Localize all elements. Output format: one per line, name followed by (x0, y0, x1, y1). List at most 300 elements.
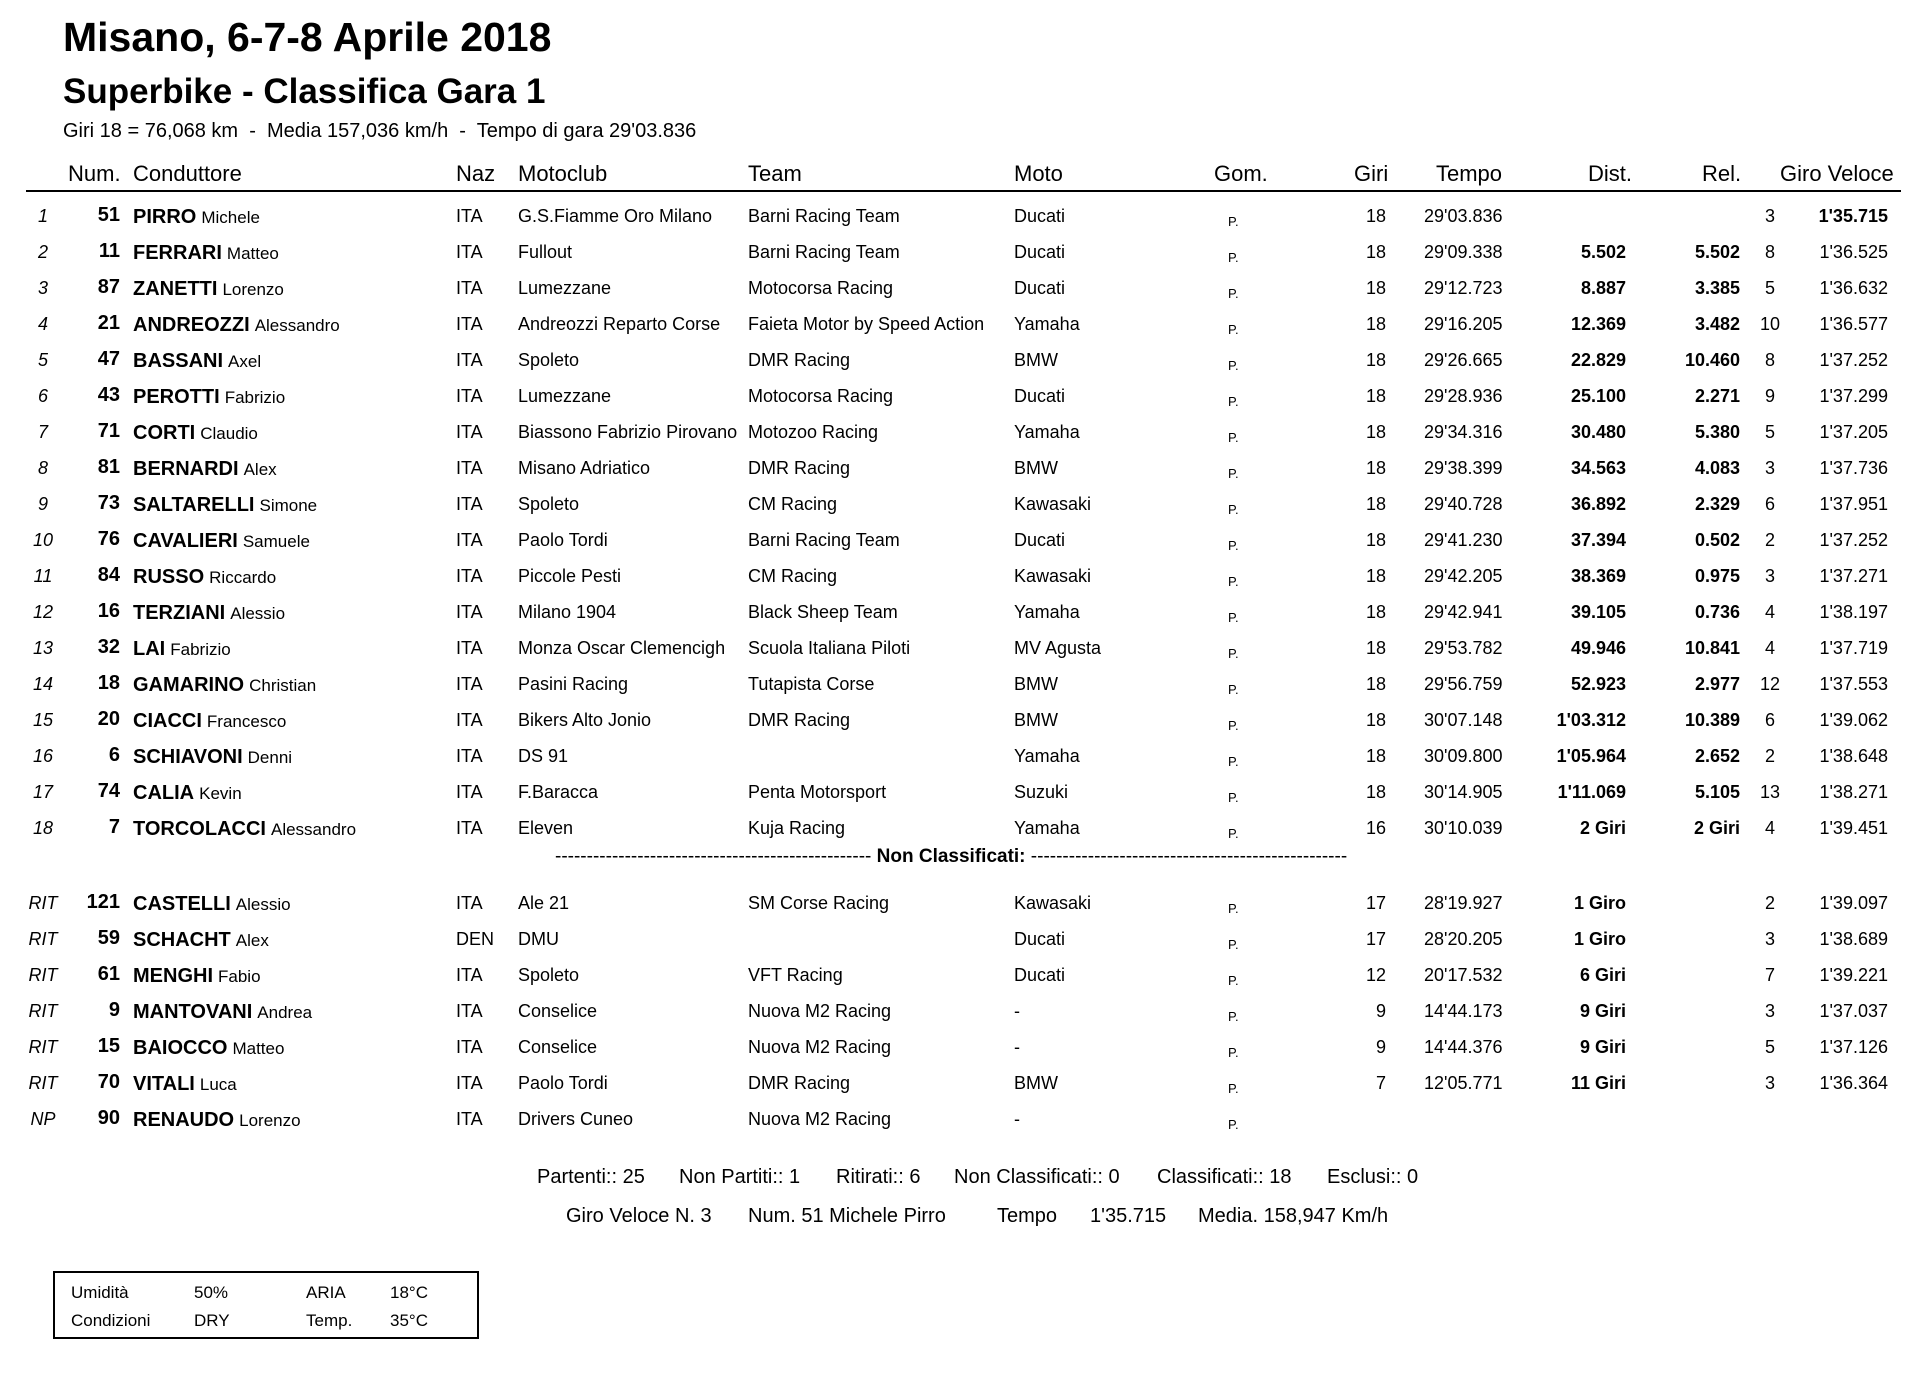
motorcycle: - (1014, 1037, 1020, 1057)
motorcycle: BMW (1014, 1073, 1058, 1093)
fastest-lap-time: 1'35.715 (1818, 206, 1888, 226)
rider-name (133, 350, 261, 373)
fastest-lap-number: 13 (1759, 782, 1781, 802)
team: Tutapista Corse (748, 674, 875, 694)
fastest-lap-time: 1'37.271 (1819, 566, 1888, 586)
nationality: ITA (456, 386, 483, 406)
laps: 18 (1365, 386, 1386, 406)
team: CM Racing (748, 494, 838, 514)
humidity-value: 50% (194, 1283, 229, 1302)
race-time: 30'09.800 (1424, 746, 1503, 766)
col-giri: Giri (1354, 161, 1389, 186)
position: 11 (33, 566, 53, 586)
nationality: ITA (456, 638, 483, 658)
temp-label: Temp. (306, 1311, 353, 1330)
summary-classificati: Classificati:: 18 (1157, 1166, 1292, 1188)
separator-dashes-left: -------------------------------------------------- (555, 846, 872, 867)
rider-firstname: Andrea (257, 1003, 313, 1022)
rider-number: 47 (97, 348, 120, 370)
rider-surname: SCHIAVONI (133, 746, 243, 768)
position: 3 (37, 278, 48, 298)
motoclub: Spoleto (518, 350, 580, 370)
position: RIT (28, 1001, 58, 1021)
table-row (0, 922, 1920, 958)
team: Nuova M2 Racing (748, 1001, 892, 1021)
motorcycle: Suzuki (1014, 782, 1069, 802)
fastest-lap-time: 1'36.525 (1819, 242, 1888, 262)
col-driver: Conduttore (133, 161, 242, 186)
table-row (0, 994, 1920, 1030)
tyre: P. (1228, 538, 1239, 553)
motoclub: Bikers Alto Jonio (518, 710, 652, 730)
laps: 9 (1375, 1037, 1386, 1057)
gap-previous: 5.380 (1694, 422, 1740, 442)
rider-surname: VITALI (133, 1073, 195, 1095)
race-time: 29'41.230 (1424, 530, 1503, 550)
rider-firstname: Alessio (230, 604, 286, 623)
gap-leader: 1 Giro (1573, 929, 1626, 949)
motorcycle: Kawasaki (1014, 566, 1092, 586)
fastest-lap-time: 1'37.719 (1819, 638, 1888, 658)
race-time: 29'12.723 (1424, 278, 1503, 298)
rider-firstname: Alessandro (254, 316, 340, 335)
position: NP (30, 1109, 56, 1129)
rider-name (133, 818, 356, 841)
rider-surname: MANTOVANI (133, 1001, 253, 1023)
fastest-lap-time: 1'39.451 (1819, 818, 1888, 838)
gap-leader: 52.923 (1570, 674, 1626, 694)
page-title: Misano, 6-7-8 Aprile 2018 (63, 14, 552, 60)
col-gom: Gom. (1214, 161, 1268, 186)
race-time: 29'42.205 (1424, 566, 1503, 586)
header-divider (26, 190, 1901, 192)
laps: 17 (1365, 893, 1386, 913)
rider-number: 81 (97, 456, 120, 478)
fastest-lap-time: 1'37.951 (1819, 494, 1888, 514)
position: 6 (37, 386, 48, 406)
laps: 18 (1365, 422, 1386, 442)
gap-leader: 30.480 (1570, 422, 1626, 442)
motorcycle: Kawasaki (1014, 494, 1092, 514)
rider-surname: CASTELLI (133, 893, 231, 915)
team: Motozoo Racing (748, 422, 879, 442)
tyre: P. (1228, 790, 1239, 805)
rider-surname: PIRRO (133, 206, 197, 228)
fastest-lap-time: 1'36.577 (1819, 314, 1888, 334)
tyre: P. (1228, 682, 1239, 697)
gap-leader: 25.100 (1570, 386, 1626, 406)
fastest-lap-time: 1'37.037 (1819, 1001, 1888, 1021)
race-time: 28'19.927 (1424, 893, 1503, 913)
fastest-lap-number: 3 (1764, 206, 1775, 226)
fastest-lap-time: 1'37.205 (1819, 422, 1888, 442)
rider-name (133, 1037, 284, 1060)
fast-lap-driver: Num. 51 Michele Pirro (748, 1205, 946, 1227)
rider-name (133, 386, 285, 409)
nationality: ITA (456, 350, 483, 370)
race-time: 30'10.039 (1424, 818, 1503, 838)
motorcycle: - (1014, 1109, 1020, 1129)
rider-surname: TORCOLACCI (133, 818, 266, 840)
race-time: 29'56.759 (1424, 674, 1503, 694)
separator-dashes-right: -------------------------------------------------- (1030, 846, 1348, 867)
rider-number: 121 (86, 891, 120, 913)
rider-firstname: Kevin (199, 784, 242, 803)
motoclub: DMU (518, 929, 559, 949)
team: Nuova M2 Racing (748, 1109, 892, 1129)
fastest-lap-number: 9 (1764, 386, 1775, 406)
gap-previous: 5.105 (1694, 782, 1740, 802)
motorcycle: - (1014, 1001, 1020, 1021)
position: 12 (32, 602, 54, 622)
fastest-lap-time: 1'37.252 (1819, 530, 1888, 550)
fastest-lap-number: 4 (1764, 602, 1775, 622)
temp-value: 35°C (390, 1311, 428, 1330)
motorcycle: Kawasaki (1014, 893, 1092, 913)
laps: 16 (1365, 818, 1386, 838)
rider-surname: CORTI (133, 422, 196, 444)
nationality: ITA (456, 710, 483, 730)
rider-name (133, 314, 340, 337)
rider-name (133, 242, 279, 265)
table-row (0, 703, 1920, 739)
rider-number: 15 (97, 1035, 120, 1057)
rider-name (133, 422, 258, 445)
fastest-lap-time: 1'36.632 (1819, 278, 1888, 298)
rider-firstname: Luca (199, 1075, 237, 1094)
col-num: Num. (68, 161, 121, 186)
motoclub: F.Baracca (518, 782, 599, 802)
team: Barni Racing Team (748, 530, 900, 550)
team: Motocorsa Racing (748, 386, 894, 406)
fast-lap-tempo: 1'35.715 (1090, 1205, 1167, 1227)
rider-number: 74 (97, 780, 120, 802)
rider-number: 90 (97, 1107, 120, 1129)
motoclub: Paolo Tordi (518, 530, 608, 550)
race-time: 14'44.376 (1424, 1037, 1503, 1057)
gap-leader: 1 Giro (1573, 893, 1626, 913)
team: Scuola Italiana Piloti (748, 638, 911, 658)
nationality: ITA (456, 494, 483, 514)
team: DMR Racing (748, 350, 851, 370)
position: 5 (37, 350, 48, 370)
position: 1 (37, 206, 48, 226)
fastest-lap-number: 6 (1764, 494, 1775, 514)
team: Penta Motorsport (748, 782, 887, 802)
fastest-lap-time: 1'39.062 (1819, 710, 1888, 730)
tyre: P. (1228, 394, 1239, 409)
nationality: ITA (456, 674, 483, 694)
gap-leader: 36.892 (1570, 494, 1626, 514)
gap-leader: 1'05.964 (1556, 746, 1626, 766)
air-value: 18°C (390, 1283, 428, 1302)
summary-non-classificati: Non Classificati:: 0 (954, 1166, 1120, 1188)
gap-leader: 12.369 (1570, 314, 1626, 334)
laps: 18 (1365, 638, 1386, 658)
motoclub: Pasini Racing (518, 674, 629, 694)
fastest-lap-time: 1'39.221 (1819, 965, 1888, 985)
rider-firstname: Alessio (235, 895, 291, 914)
rider-name (133, 638, 231, 661)
rider-name (133, 530, 310, 553)
rider-name (133, 458, 277, 481)
fastest-lap-time: 1'38.689 (1819, 929, 1888, 949)
rider-number: 9 (108, 999, 120, 1021)
laps: 18 (1365, 278, 1386, 298)
race-time: 29'03.836 (1424, 206, 1503, 226)
nationality: ITA (456, 1073, 483, 1093)
rider-name (133, 566, 276, 589)
weather-box (53, 1271, 479, 1339)
nationality: ITA (456, 242, 483, 262)
laps: 18 (1365, 602, 1386, 622)
rider-number: 18 (97, 672, 120, 694)
laps: 18 (1365, 782, 1386, 802)
table-row (0, 958, 1920, 994)
rider-number: 21 (97, 312, 120, 334)
gap-previous: 10.460 (1684, 350, 1740, 370)
motoclub: Misano Adriatico (518, 458, 651, 478)
gap-previous: 10.389 (1684, 710, 1740, 730)
motorcycle: Ducati (1014, 206, 1066, 226)
fastest-lap-number: 3 (1764, 1073, 1775, 1093)
rider-name (133, 782, 242, 805)
rider-firstname: Simone (259, 496, 318, 515)
gap-previous: 2.271 (1694, 386, 1740, 406)
race-info: Giri 18 = 76,068 km - Media 157,036 km/h - Tempo di gara 29'03.836 (63, 120, 697, 142)
rider-surname: GAMARINO (133, 674, 245, 696)
nationality: ITA (456, 458, 483, 478)
gap-leader: 9 Giri (1579, 1001, 1626, 1021)
race-time: 29'34.316 (1424, 422, 1503, 442)
gap-previous: 3.482 (1694, 314, 1740, 334)
fastest-lap-number: 12 (1759, 674, 1781, 694)
nationality: ITA (456, 746, 483, 766)
motorcycle: Yamaha (1014, 818, 1080, 838)
nationality: ITA (456, 422, 483, 442)
gap-previous: 2 Giri (1693, 818, 1740, 838)
conditions-label: Condizioni (71, 1311, 151, 1330)
race-time: 29'09.338 (1424, 242, 1503, 262)
fastest-lap-number: 8 (1764, 350, 1775, 370)
motoclub: Monza Oscar Clemencigh (518, 638, 726, 658)
rider-firstname: Alex (243, 460, 277, 479)
team: CM Racing (748, 566, 838, 586)
team: VFT Racing (748, 965, 843, 985)
fastest-lap-number: 5 (1764, 278, 1775, 298)
rider-surname: CIACCI (133, 710, 202, 732)
rider-firstname: Alex (235, 931, 269, 950)
tyre: P. (1228, 250, 1239, 265)
position: RIT (28, 893, 58, 913)
rider-firstname: Francesco (206, 712, 287, 731)
tyre: P. (1228, 901, 1239, 916)
rider-firstname: Lorenzo (239, 1111, 301, 1130)
table-row (0, 559, 1920, 595)
race-time: 14'44.173 (1424, 1001, 1503, 1021)
rider-name (133, 494, 317, 517)
rider-name (133, 929, 269, 952)
race-time: 20'17.532 (1424, 965, 1503, 985)
rider-number: 11 (98, 240, 120, 262)
tyre: P. (1228, 1009, 1239, 1024)
fast-lap-tempo-label: Tempo (997, 1205, 1058, 1227)
gap-previous: 0.975 (1694, 566, 1740, 586)
team: Motocorsa Racing (748, 278, 894, 298)
fastest-lap-number: 3 (1764, 929, 1775, 949)
table-row (0, 451, 1920, 487)
rider-surname: FERRARI (133, 242, 222, 264)
rider-number: 43 (97, 384, 120, 406)
rider-firstname: Claudio (200, 424, 258, 443)
motoclub: Eleven (518, 818, 574, 838)
nationality: ITA (456, 1037, 483, 1057)
fastest-lap-number: 7 (1764, 965, 1775, 985)
rider-firstname: Riccardo (209, 568, 277, 587)
table-row (0, 667, 1920, 703)
fastest-lap-time: 1'37.126 (1819, 1037, 1888, 1057)
nationality: ITA (456, 314, 483, 334)
rider-surname: RENAUDO (133, 1109, 235, 1131)
motorcycle: Ducati (1014, 965, 1066, 985)
motorcycle: Yamaha (1014, 422, 1080, 442)
motoclub: Biassono Fabrizio Pirovano (518, 422, 738, 442)
position: 14 (32, 674, 54, 694)
rider-name (133, 602, 285, 625)
fastest-lap-number: 5 (1764, 422, 1775, 442)
nationality: ITA (456, 602, 483, 622)
tyre: P. (1228, 502, 1239, 517)
motorcycle: Yamaha (1014, 746, 1080, 766)
fastest-lap-time: 1'37.252 (1819, 350, 1888, 370)
motorcycle: BMW (1014, 710, 1058, 730)
gap-leader: 8.887 (1580, 278, 1626, 298)
gap-leader: 2 Giri (1579, 818, 1626, 838)
fastest-lap-number: 3 (1764, 566, 1775, 586)
gap-previous: 4.083 (1694, 458, 1740, 478)
table-row (0, 595, 1920, 631)
rider-number: 61 (97, 963, 120, 985)
team: DMR Racing (748, 710, 851, 730)
motorcycle: BMW (1014, 674, 1058, 694)
motoclub: DS 91 (518, 746, 569, 766)
tyre: P. (1228, 430, 1239, 445)
laps: 18 (1365, 674, 1386, 694)
nationality: ITA (456, 782, 483, 802)
race-time: 12'05.771 (1424, 1073, 1503, 1093)
gap-leader: 22.829 (1570, 350, 1626, 370)
motoclub: Spoleto (518, 965, 580, 985)
motoclub: Paolo Tordi (518, 1073, 608, 1093)
gap-previous: 2.652 (1694, 746, 1740, 766)
rider-number: 59 (97, 927, 120, 949)
race-time: 29'38.399 (1424, 458, 1503, 478)
team: SM Corse Racing (748, 893, 890, 913)
team: Kuja Racing (748, 818, 846, 838)
motoclub: Lumezzane (518, 386, 612, 406)
summary-esclusi: Esclusi:: 0 (1327, 1166, 1419, 1188)
position: 4 (37, 314, 48, 334)
position: RIT (28, 929, 58, 949)
col-rel: Rel. (1702, 161, 1742, 186)
conditions-value: DRY (194, 1311, 230, 1330)
tyre: P. (1228, 937, 1239, 952)
tyre: P. (1228, 358, 1239, 373)
motorcycle: Ducati (1014, 278, 1066, 298)
tyre: P. (1228, 646, 1239, 661)
rider-firstname: Lorenzo (222, 280, 284, 299)
tyre: P. (1228, 214, 1239, 229)
motorcycle: BMW (1014, 350, 1058, 370)
rider-name (133, 1073, 237, 1096)
rider-number: 76 (97, 528, 120, 550)
rider-number: 51 (97, 204, 120, 226)
rider-surname: BAIOCCO (133, 1037, 228, 1059)
rider-firstname: Fabrizio (224, 388, 286, 407)
nationality: DEN (456, 929, 495, 949)
col-team: Team (748, 161, 802, 186)
tyre: P. (1228, 610, 1239, 625)
col-best: Giro Veloce (1780, 161, 1894, 186)
rider-surname: SCHACHT (133, 929, 231, 951)
gap-previous: 2.329 (1694, 494, 1740, 514)
rider-firstname: Samuele (242, 532, 310, 551)
gap-leader: 6 Giri (1579, 965, 1626, 985)
fastest-lap-time: 1'38.648 (1819, 746, 1888, 766)
table-row (0, 235, 1920, 271)
rider-number: 32 (97, 636, 120, 658)
tyre: P. (1228, 718, 1239, 733)
fastest-lap-number: 4 (1764, 818, 1775, 838)
laps: 18 (1365, 746, 1386, 766)
team: Faieta Motor by Speed Action (748, 314, 985, 334)
laps: 17 (1365, 929, 1386, 949)
team: DMR Racing (748, 1073, 851, 1093)
gap-leader: 11 Giri (1570, 1073, 1626, 1093)
table-row (0, 775, 1920, 811)
nationality: ITA (456, 893, 483, 913)
motoclub: Piccole Pesti (518, 566, 622, 586)
rider-number: 70 (97, 1071, 120, 1093)
motoclub: G.S.Fiamme Oro Milano (518, 206, 713, 226)
nationality: ITA (456, 818, 483, 838)
motorcycle: Ducati (1014, 386, 1066, 406)
rider-firstname: Alessandro (270, 820, 357, 839)
table-row (0, 1030, 1920, 1066)
laps: 18 (1365, 710, 1386, 730)
rider-name (133, 965, 261, 988)
tyre: P. (1228, 973, 1239, 988)
tyre: P. (1228, 1081, 1239, 1096)
col-tempo: Tempo (1436, 161, 1503, 186)
summary-partenti: Partenti:: 25 (537, 1166, 645, 1188)
laps: 12 (1365, 965, 1386, 985)
position: RIT (28, 1073, 58, 1093)
rider-number: 87 (97, 276, 120, 298)
motorcycle: MV Agusta (1014, 638, 1102, 658)
laps: 9 (1375, 1001, 1386, 1021)
rider-firstname: Fabrizio (170, 640, 231, 659)
gap-leader: 39.105 (1570, 602, 1626, 622)
rider-firstname: Denni (247, 748, 293, 767)
nationality: ITA (456, 278, 483, 298)
nationality: ITA (456, 530, 483, 550)
team: Nuova M2 Racing (748, 1037, 892, 1057)
motoclub: Conselice (518, 1037, 598, 1057)
motorcycle: Ducati (1014, 929, 1066, 949)
rider-surname: SALTARELLI (133, 494, 255, 516)
race-time: 28'20.205 (1424, 929, 1503, 949)
